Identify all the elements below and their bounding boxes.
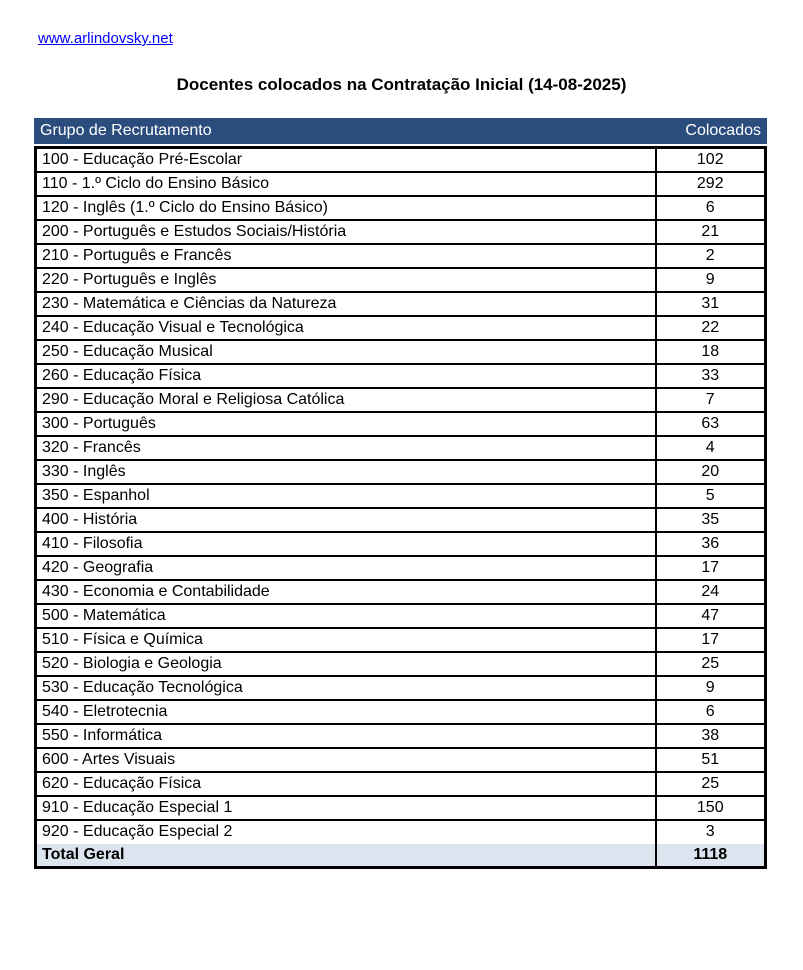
placed-cell: 3: [656, 820, 766, 844]
table-row: [36, 340, 766, 364]
group-cell: 120 - Inglês (1.º Ciclo do Ensino Básico): [36, 196, 656, 220]
group-cell: 240 - Educação Visual e Tecnológica: [36, 316, 656, 340]
group-cell: 540 - Eletrotecnia: [36, 700, 656, 724]
placed-cell: 25: [656, 652, 766, 676]
placed-cell: 20: [656, 460, 766, 484]
table-row: [36, 412, 766, 436]
table-row: [36, 556, 766, 580]
placements-table: [34, 118, 767, 869]
placed-cell: 102: [656, 148, 766, 172]
total-label-cell: Total Geral: [36, 844, 656, 868]
group-cell: 100 - Educação Pré-Escolar: [36, 148, 656, 172]
placed-cell: 9: [656, 676, 766, 700]
group-cell: 910 - Educação Especial 1: [36, 796, 656, 820]
table-row: [36, 676, 766, 700]
placed-cell: 18: [656, 340, 766, 364]
table-row: [36, 604, 766, 628]
column-header-group: Grupo de Recrutamento: [40, 122, 212, 139]
table-row: [36, 532, 766, 556]
table-row: [36, 724, 766, 748]
table-row: [36, 172, 766, 196]
placed-cell: 31: [656, 292, 766, 316]
placed-cell: 36: [656, 532, 766, 556]
placed-cell: 292: [656, 172, 766, 196]
group-cell: 320 - Francês: [36, 436, 656, 460]
table-row: [36, 508, 766, 532]
placed-cell: 38: [656, 724, 766, 748]
table-row: [36, 772, 766, 796]
placed-cell: 17: [656, 556, 766, 580]
group-cell: 400 - História: [36, 508, 656, 532]
group-cell: 230 - Matemática e Ciências da Natureza: [36, 292, 656, 316]
group-cell: 430 - Economia e Contabilidade: [36, 580, 656, 604]
placed-cell: 63: [656, 412, 766, 436]
placed-cell: 9: [656, 268, 766, 292]
total-value-cell: 1118: [656, 844, 766, 868]
placed-cell: 6: [656, 196, 766, 220]
group-cell: 290 - Educação Moral e Religiosa Católica: [36, 388, 656, 412]
placed-cell: 25: [656, 772, 766, 796]
group-cell: 500 - Matemática: [36, 604, 656, 628]
table-row: [36, 292, 766, 316]
group-cell: 110 - 1.º Ciclo do Ensino Básico: [36, 172, 656, 196]
table-row: [36, 220, 766, 244]
group-cell: 920 - Educação Especial 2: [36, 820, 656, 844]
site-link[interactable]: www.arlindovsky.net: [38, 30, 173, 47]
table-header-row: [34, 118, 767, 144]
group-cell: 250 - Educação Musical: [36, 340, 656, 364]
placed-cell: 35: [656, 508, 766, 532]
placed-cell: 6: [656, 700, 766, 724]
group-cell: 530 - Educação Tecnológica: [36, 676, 656, 700]
group-cell: 200 - Português e Estudos Sociais/História: [36, 220, 656, 244]
group-cell: 300 - Português: [36, 412, 656, 436]
table-row: [36, 364, 766, 388]
table-row: [36, 580, 766, 604]
placed-cell: 21: [656, 220, 766, 244]
placed-cell: 5: [656, 484, 766, 508]
table-row: [36, 148, 766, 172]
placed-cell: 4: [656, 436, 766, 460]
group-cell: 210 - Português e Francês: [36, 244, 656, 268]
table-row: [36, 628, 766, 652]
table-body: [34, 146, 767, 869]
table-row: [36, 460, 766, 484]
page-title: Docentes colocados na Contratação Inicial (14-08-2025): [176, 75, 627, 94]
group-cell: 350 - Espanhol: [36, 484, 656, 508]
table-row: [36, 196, 766, 220]
column-header-placed: Colocados: [685, 122, 761, 139]
group-cell: 600 - Artes Visuais: [36, 748, 656, 772]
placed-cell: 17: [656, 628, 766, 652]
group-cell: 260 - Educação Física: [36, 364, 656, 388]
placed-cell: 24: [656, 580, 766, 604]
placed-cell: 2: [656, 244, 766, 268]
group-cell: 620 - Educação Física: [36, 772, 656, 796]
group-cell: 520 - Biologia e Geologia: [36, 652, 656, 676]
table-row: [36, 268, 766, 292]
placed-cell: 47: [656, 604, 766, 628]
placed-cell: 33: [656, 364, 766, 388]
table-row: [36, 316, 766, 340]
table-row: [36, 820, 766, 844]
group-cell: 550 - Informática: [36, 724, 656, 748]
placed-cell: 7: [656, 388, 766, 412]
group-cell: 410 - Filosofia: [36, 532, 656, 556]
group-cell: 330 - Inglês: [36, 460, 656, 484]
placed-cell: 51: [656, 748, 766, 772]
group-cell: 420 - Geografia: [36, 556, 656, 580]
table-row: [36, 652, 766, 676]
table-row: [36, 436, 766, 460]
group-cell: 220 - Português e Inglês: [36, 268, 656, 292]
table-row: [36, 484, 766, 508]
table-row: [36, 796, 766, 820]
table-row: [36, 700, 766, 724]
placed-cell: 150: [656, 796, 766, 820]
placed-cell: 22: [656, 316, 766, 340]
table-row: [36, 748, 766, 772]
table-row: [36, 388, 766, 412]
table-row: [36, 244, 766, 268]
group-cell: 510 - Física e Química: [36, 628, 656, 652]
total-row: [36, 844, 766, 868]
